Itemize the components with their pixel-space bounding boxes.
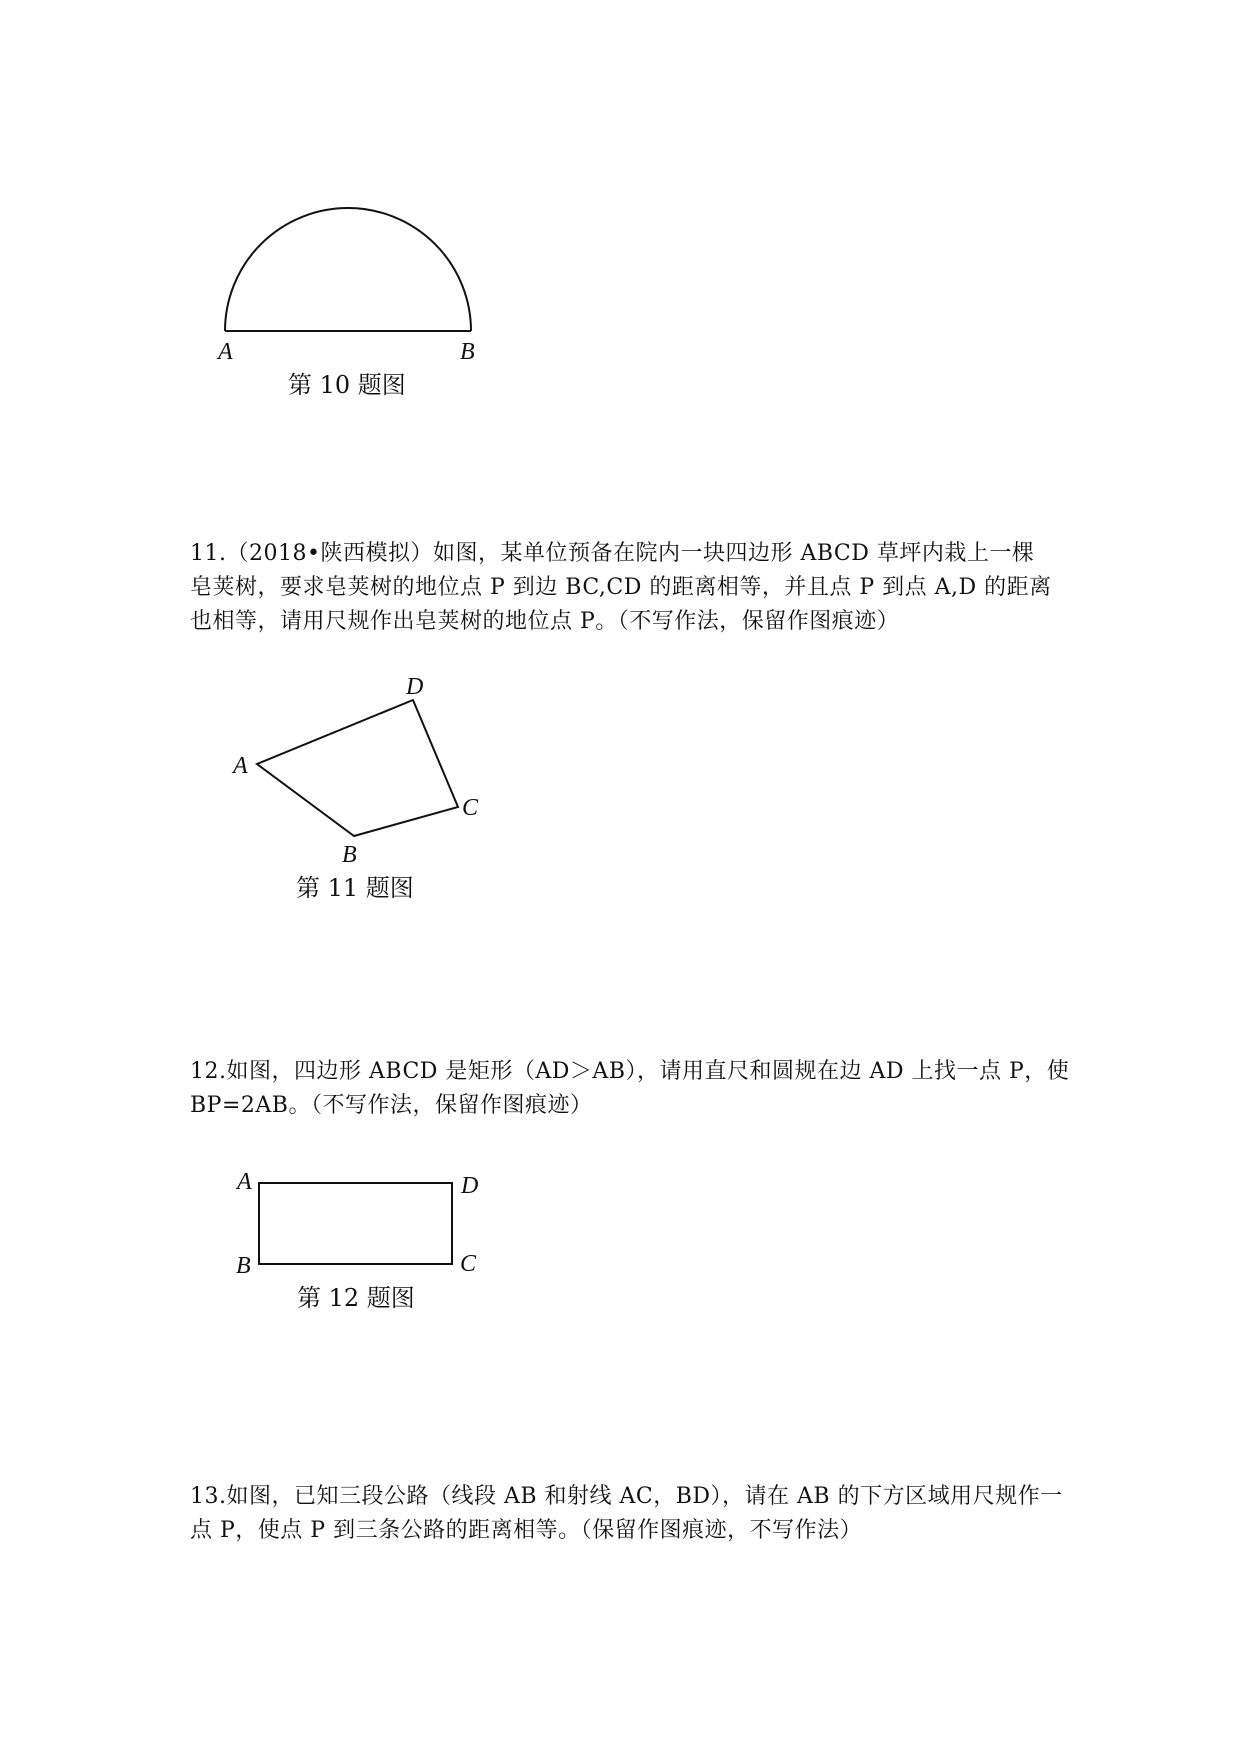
figure-caption: 第 11 题图 — [296, 874, 414, 902]
point-label-b: B — [460, 339, 475, 365]
rectangle-figure — [0, 1160, 1241, 1320]
question-12 — [190, 1055, 1070, 1123]
point-label-c: C — [462, 795, 479, 821]
figure-12 — [0, 1160, 1241, 1320]
quadrilateral-abcd — [257, 700, 458, 836]
point-label-c: C — [460, 1251, 477, 1277]
point-label-a: A — [233, 753, 248, 779]
figure-caption: 第 10 题图 — [288, 371, 406, 399]
question-line: 点 P，使点 P 到三条公路的距离相等。（保留作图痕迹，不写作法） — [190, 1518, 863, 1543]
quadrilateral-figure — [0, 660, 1241, 920]
point-label-b: B — [342, 842, 357, 868]
rectangle-abcd — [259, 1183, 452, 1264]
point-label-d: D — [406, 674, 424, 700]
point-label-a: A — [237, 1169, 252, 1195]
figure-caption: 第 12 题图 — [297, 1284, 415, 1312]
figure-11 — [0, 660, 1241, 920]
question-line: 11.（2018•陕西模拟）如图，某单位预备在院内一块四边形 ABCD 草坪内栽上一棵 — [190, 541, 1035, 566]
point-label-d: D — [461, 1173, 479, 1199]
semicircle-figure — [0, 0, 1241, 420]
figure-10 — [0, 0, 1241, 420]
question-11 — [190, 537, 1070, 639]
question-line: BP=2AB。（不写作法，保留作图痕迹） — [190, 1093, 593, 1118]
point-label-b: B — [236, 1253, 251, 1279]
point-label-a: A — [218, 339, 233, 365]
semicircle-arc — [225, 208, 471, 331]
question-line: 13.如图，已知三段公路（线段 AB 和射线 AC，BD），请在 AB 的下方区域用尺规作一 — [190, 1484, 1063, 1509]
question-line: 皂荚树，要求皂荚树的地位点 P 到边 BC,CD 的距离相等，并且点 P 到点 A,D 的距离 — [190, 575, 1052, 600]
question-13 — [190, 1480, 1070, 1548]
question-line: 也相等，请用尺规作出皂荚树的地位点 P。（不写作法，保留作图痕迹） — [190, 609, 900, 634]
question-line: 12.如图，四边形 ABCD 是矩形（AD＞AB），请用直尺和圆规在边 AD 上找一点 P，使 — [190, 1059, 1070, 1084]
